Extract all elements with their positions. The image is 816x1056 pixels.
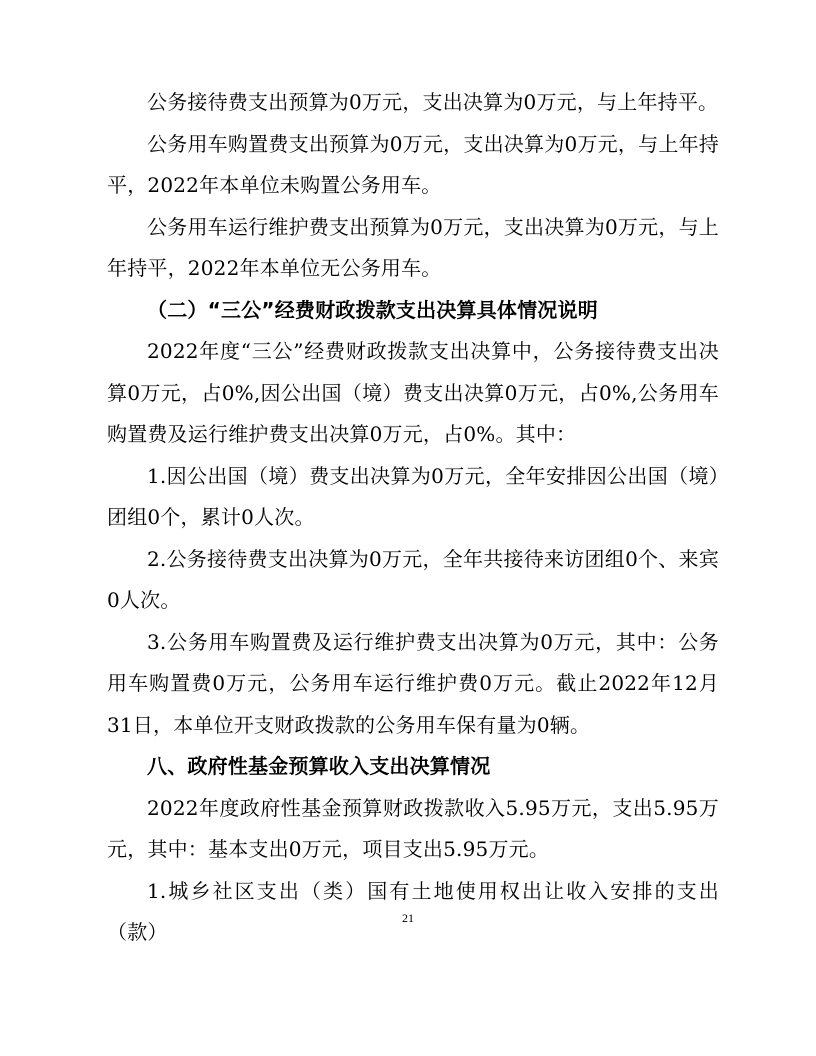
list-item-reception: 2.公务接待费支出决算为0万元，全年共接待来访团组0个、来宾0人次。 (107, 546, 719, 612)
page-number: 21 (402, 911, 414, 925)
paragraph-three-public-summary: 2022年度“三公”经费财政拨款支出决算中，公务接待费支出决算0万元，占0%,因公出国（境）费支出决算0万元，占0%,公务用车购置费及运行维护费支出决算0万元，占0%。其中： (107, 339, 719, 446)
page-body (107, 82, 719, 954)
section-heading-three-public: （二）“三公”经费财政拨款支出决算具体情况说明 (147, 297, 598, 322)
paragraph-vehicle-maintenance: 公务用车运行维护费支出预算为0万元，支出决算为0万元，与上年持平，2022年本单位无公务用车。 (107, 214, 719, 280)
list-item-overseas-travel: 1.因公出国（境）费支出决算为0万元，全年安排因公出国（境）团组0个，累计0人次。 (107, 463, 719, 529)
list-item-urban-rural: 1.城乡社区支出（类）国有土地使用权出让收入安排的支出（款） (107, 878, 719, 944)
paragraph-vehicle-purchase: 公务用车购置费支出预算为0万元，支出决算为0万元，与上年持平，2022年本单位未购置公务用车。 (107, 131, 719, 197)
list-item-vehicles: 3.公务用车购置费及运行维护费支出决算为0万元，其中：公务用车购置费0万元，公务用车运行维护费0万元。截止2022年12月31日，本单位开支财政拨款的公务用车保有量为0辆。 (107, 629, 719, 737)
section-heading-government-fund: 八、政府性基金预算收入支出决算情况 (147, 754, 491, 778)
paragraph-reception-expense: 公务接待费支出预算为0万元，支出决算为0万元，与上年持平。 (147, 90, 719, 114)
paragraph-government-fund-summary: 2022年度政府性基金预算财政拨款收入5.95万元，支出5.95万元，其中：基本支出0万元，项目支出5.95万元。 (107, 795, 719, 861)
